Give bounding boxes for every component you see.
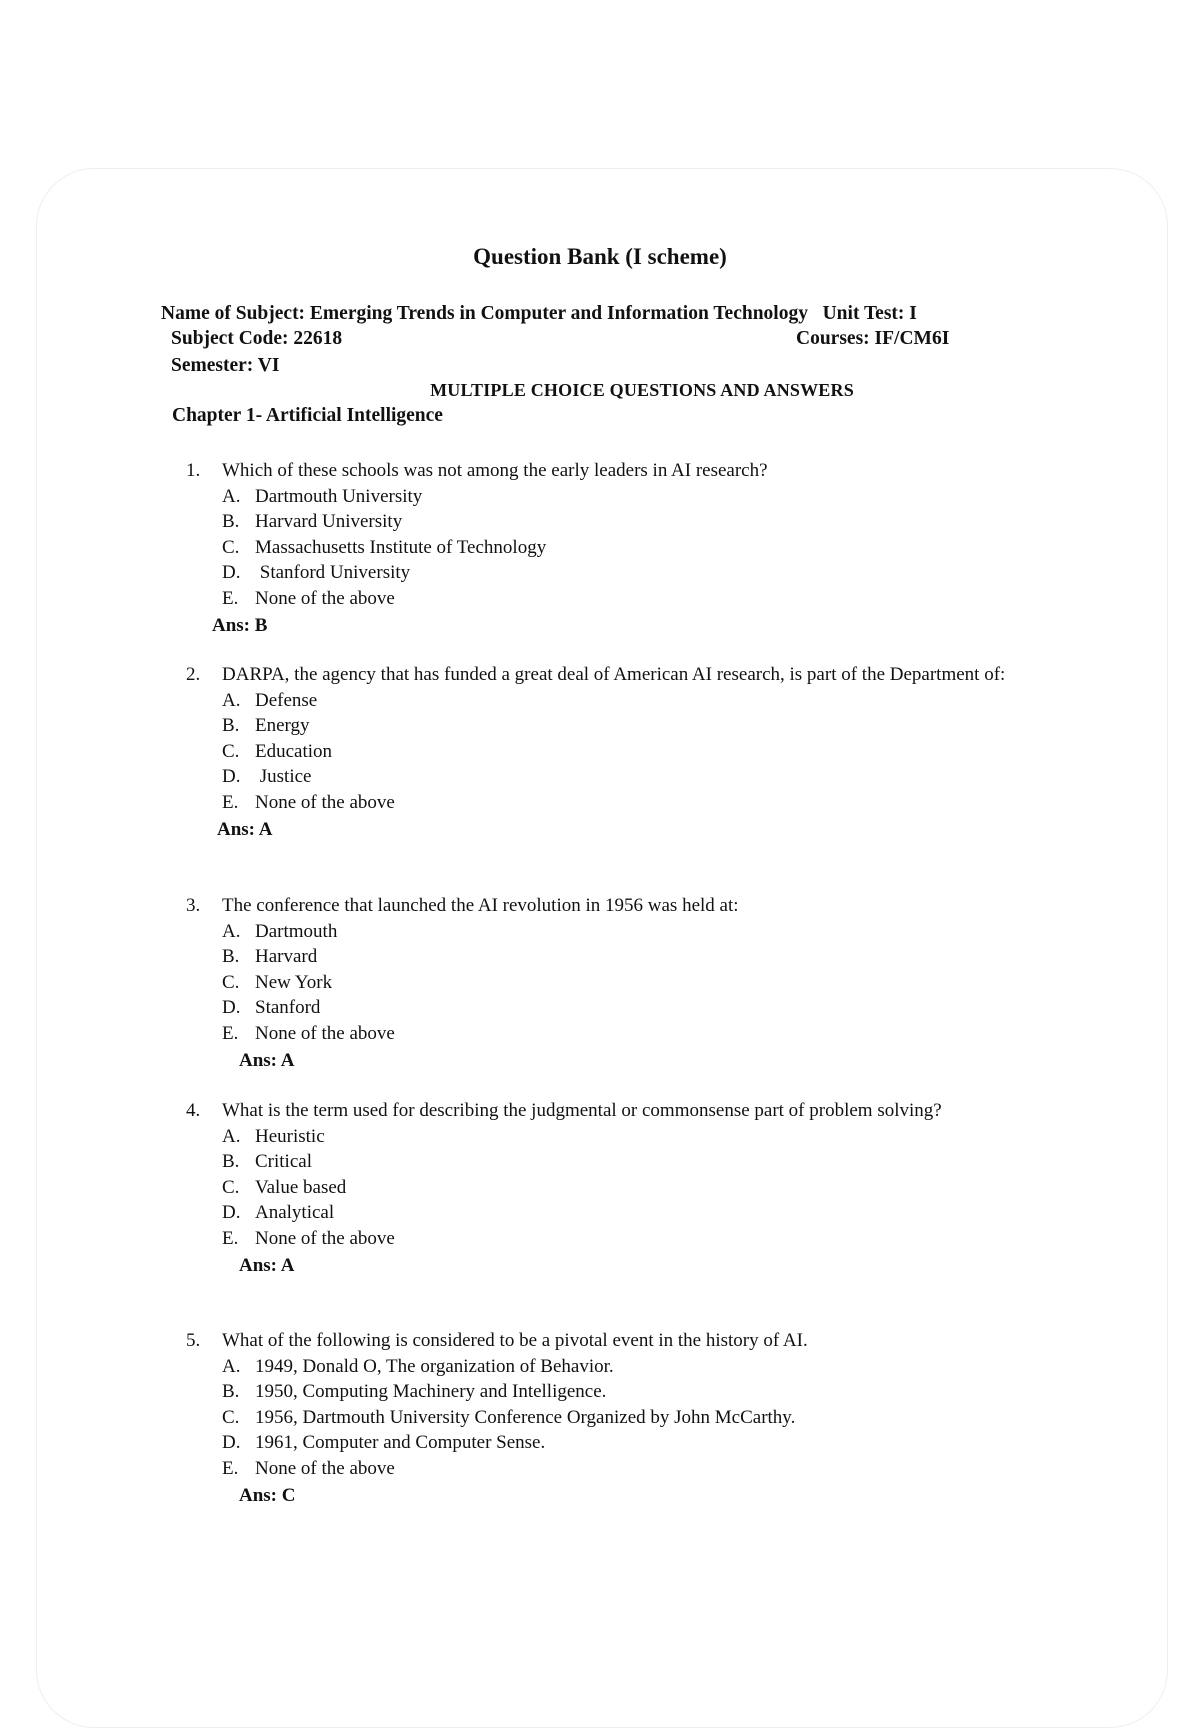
- option-letter: A.: [222, 689, 241, 711]
- option-text: None of the above: [255, 791, 395, 813]
- option-text: Analytical: [255, 1202, 335, 1223]
- option-b: [222, 944, 1016, 970]
- option-text: Energy: [255, 715, 310, 736]
- options-list: [186, 1354, 1016, 1482]
- option-a: [222, 919, 1016, 945]
- question-text: DARPA, the agency that has funded a great deal of American AI research, is part of the Department of:: [222, 664, 1006, 685]
- question-2: [186, 662, 1016, 842]
- option-text: Heuristic: [255, 1125, 325, 1147]
- option-text: None of the above: [255, 587, 395, 609]
- answer: Ans: B: [212, 615, 268, 636]
- options-list: [186, 484, 1016, 612]
- option-text: Critical: [255, 1151, 312, 1172]
- option-letter: A.: [222, 1355, 241, 1377]
- options-list: [186, 688, 1016, 816]
- option-d: [222, 560, 1016, 586]
- option-b: [222, 1149, 1016, 1175]
- option-text: 1961, Computer and Computer Sense.: [255, 1432, 546, 1453]
- option-a: [222, 1124, 1016, 1150]
- question-number: 3.: [186, 895, 201, 916]
- option-text: Dartmouth University: [255, 485, 423, 507]
- option-text: 1949, Donald O, The organization of Behavior.: [255, 1355, 614, 1377]
- option-text: Stanford University: [255, 562, 411, 583]
- option-d: [222, 764, 1016, 790]
- option-c: [222, 1175, 1016, 1201]
- option-text: Defense: [255, 689, 318, 711]
- option-letter: E.: [222, 1457, 239, 1479]
- question-3: [186, 893, 1016, 1073]
- answer: Ans: C: [239, 1485, 296, 1506]
- option-letter: A.: [222, 920, 241, 942]
- option-b: [222, 509, 1016, 535]
- option-c: [222, 970, 1016, 996]
- chapter-heading: Chapter 1- Artificial Intelligence: [172, 405, 443, 426]
- question-5: [186, 1328, 1016, 1508]
- options-list: [186, 1124, 1016, 1252]
- option-a: [222, 1354, 1016, 1380]
- option-b: [222, 1379, 1016, 1405]
- question-text: The conference that launched the AI revolution in 1956 was held at:: [222, 895, 739, 916]
- subject-code: Subject Code: 22618: [171, 328, 343, 349]
- option-text: Harvard: [255, 946, 318, 967]
- option-a: [222, 688, 1016, 714]
- question-stem: [186, 893, 1016, 919]
- question-number: 2.: [186, 664, 201, 685]
- option-letter: E.: [222, 1022, 239, 1044]
- option-letter: E.: [222, 791, 239, 813]
- option-a: [222, 484, 1016, 510]
- option-letter: B.: [222, 1381, 240, 1402]
- option-e: [222, 1456, 1016, 1482]
- option-letter: D.: [222, 997, 241, 1018]
- option-e: [222, 790, 1016, 816]
- question-stem: [186, 662, 1016, 688]
- answer: Ans: A: [217, 819, 273, 840]
- option-letter: B.: [222, 715, 240, 736]
- option-text: Value based: [255, 1176, 347, 1198]
- option-letter: C.: [222, 740, 240, 762]
- question-stem: [186, 1328, 1016, 1354]
- option-text: Stanford: [255, 997, 321, 1018]
- question-number: 1.: [186, 460, 201, 481]
- option-text: New York: [255, 971, 333, 993]
- option-letter: C.: [222, 1406, 240, 1428]
- option-letter: D.: [222, 766, 241, 787]
- option-text: Education: [255, 740, 333, 762]
- option-letter: D.: [222, 1432, 241, 1453]
- question-text: What of the following is considered to be a pivotal event in the history of AI.: [222, 1330, 808, 1351]
- option-d: [222, 1430, 1016, 1456]
- option-text: None of the above: [255, 1022, 395, 1044]
- answer: Ans: A: [239, 1050, 295, 1071]
- option-d: [222, 995, 1016, 1021]
- option-text: Justice: [255, 766, 312, 787]
- section-heading: MULTIPLE CHOICE QUESTIONS AND ANSWERS: [430, 380, 854, 400]
- semester: Semester: VI: [171, 355, 280, 376]
- option-letter: B.: [222, 511, 240, 532]
- subject-line: Name of Subject: Emerging Trends in Computer and Information Technology Unit Test: I: [161, 303, 917, 324]
- option-text: Dartmouth: [255, 920, 338, 942]
- question-4: [186, 1098, 1016, 1278]
- option-letter: E.: [222, 587, 239, 609]
- option-letter: B.: [222, 1151, 240, 1172]
- question-number: 4.: [186, 1100, 201, 1121]
- option-letter: C.: [222, 1176, 240, 1198]
- option-text: Massachusetts Institute of Technology: [255, 536, 547, 558]
- question-stem: [186, 1098, 1016, 1124]
- option-letter: A.: [222, 485, 241, 507]
- option-letter: D.: [222, 1202, 241, 1223]
- courses: Courses: IF/CM6I: [796, 328, 950, 349]
- option-letter: A.: [222, 1125, 241, 1147]
- option-e: [222, 586, 1016, 612]
- option-text: None of the above: [255, 1457, 395, 1479]
- option-e: [222, 1226, 1016, 1252]
- option-letter: B.: [222, 946, 240, 967]
- options-list: [186, 919, 1016, 1047]
- option-text: None of the above: [255, 1227, 395, 1249]
- question-stem: [186, 458, 1016, 484]
- option-text: 1950, Computing Machinery and Intelligence.: [255, 1381, 607, 1402]
- option-letter: C.: [222, 536, 240, 558]
- option-b: [222, 713, 1016, 739]
- question-text: Which of these schools was not among the early leaders in AI research?: [222, 460, 768, 481]
- option-text: 1956, Dartmouth University Conference Organized by John McCarthy.: [255, 1406, 796, 1428]
- question-text: What is the term used for describing the judgmental or commonsense part of problem solving?: [222, 1100, 942, 1121]
- document-title: Question Bank (I scheme): [473, 244, 727, 269]
- option-letter: C.: [222, 971, 240, 993]
- option-d: [222, 1200, 1016, 1226]
- option-text: Harvard University: [255, 511, 403, 532]
- option-c: [222, 739, 1016, 765]
- option-letter: E.: [222, 1227, 239, 1249]
- question-number: 5.: [186, 1330, 201, 1351]
- option-letter: D.: [222, 562, 241, 583]
- option-c: [222, 535, 1016, 561]
- option-c: [222, 1405, 1016, 1431]
- option-e: [222, 1021, 1016, 1047]
- question-1: [186, 458, 1016, 638]
- answer: Ans: A: [239, 1255, 295, 1276]
